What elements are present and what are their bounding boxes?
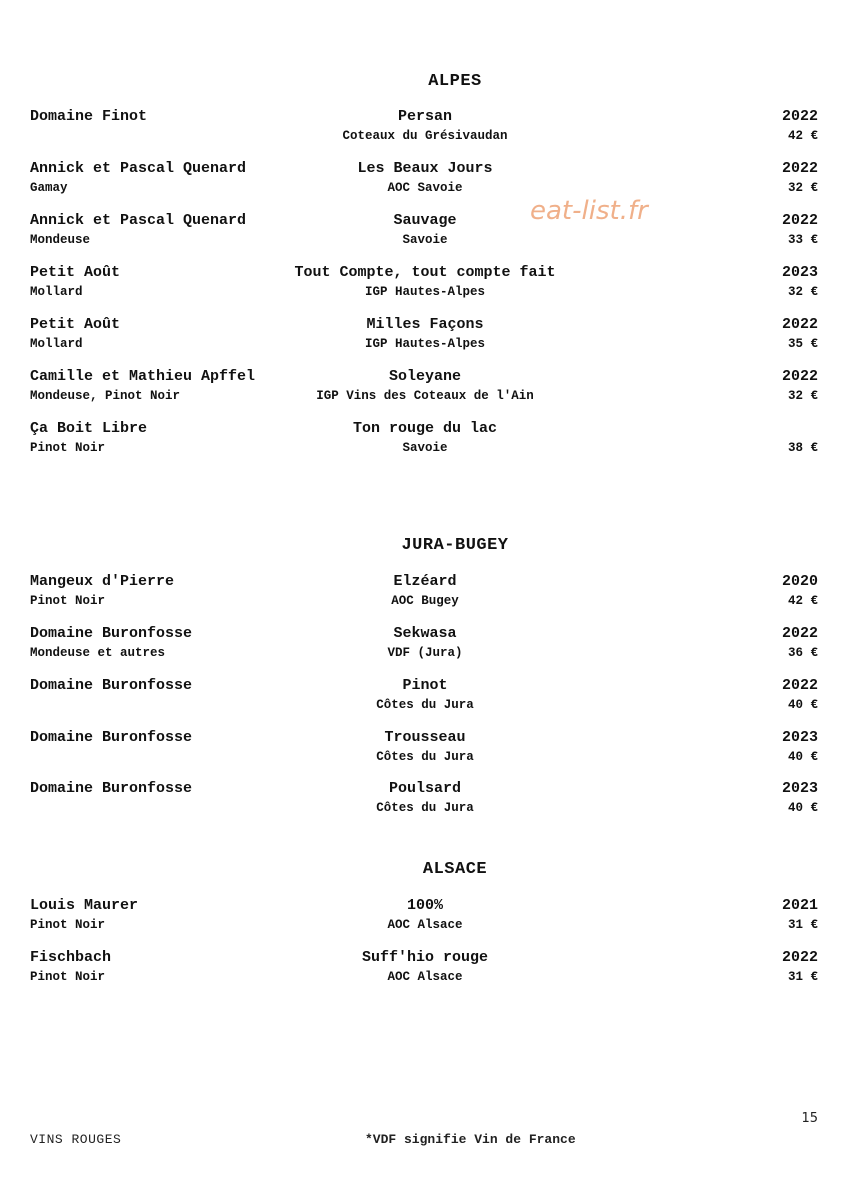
- footer-note: *VDF signifie Vin de France: [365, 1132, 576, 1147]
- producer-name: Petit Août: [30, 316, 121, 333]
- watermark: eat-list.fr: [530, 196, 648, 226]
- grape-variety: Gamay: [30, 181, 68, 195]
- grape-variety: Pinot Noir: [30, 970, 106, 984]
- wine-entry: [30, 897, 818, 937]
- vintage: 2022: [781, 677, 818, 694]
- price: 31 €: [787, 970, 818, 984]
- vintage: 2022: [781, 949, 818, 966]
- vintage: 2022: [781, 212, 818, 229]
- wine-name: Trousseau: [384, 729, 466, 746]
- grape-variety: Pinot Noir: [30, 594, 106, 608]
- vintage: 2022: [781, 316, 818, 333]
- appellation: Savoie: [402, 441, 448, 455]
- wine-entry: [30, 212, 818, 252]
- wine-entry: [30, 160, 818, 200]
- wine-entry: [30, 729, 818, 769]
- wine-entry: [30, 264, 818, 304]
- wine-name: Milles Façons: [366, 316, 484, 333]
- wine-entry: [30, 420, 818, 460]
- appellation: Côtes du Jura: [376, 698, 474, 712]
- appellation: Coteaux du Grésivaudan: [342, 129, 508, 143]
- wine-name: Suff'hio rouge: [361, 949, 489, 966]
- section-title: ALPES: [428, 72, 482, 91]
- wine-entry: [30, 677, 818, 717]
- producer-name: Annick et Pascal Quenard: [30, 160, 247, 177]
- producer-name: Petit Août: [30, 264, 121, 281]
- vintage: 2023: [781, 780, 818, 797]
- producer-name: Domaine Finot: [30, 108, 148, 125]
- wine-name: Poulsard: [388, 780, 461, 797]
- producer-name: Annick et Pascal Quenard: [30, 212, 247, 229]
- grape-variety: Mollard: [30, 285, 83, 299]
- grape-variety: Mollard: [30, 337, 83, 351]
- vintage: 2023: [781, 729, 818, 746]
- vintage: 2022: [781, 625, 818, 642]
- price: 35 €: [787, 337, 818, 351]
- price: 38 €: [787, 441, 818, 455]
- vintage: 2022: [781, 368, 818, 385]
- appellation: Côtes du Jura: [376, 801, 474, 815]
- section-title: ALSACE: [422, 860, 488, 879]
- price: 36 €: [787, 646, 818, 660]
- appellation: AOC Bugey: [391, 594, 459, 608]
- producer-name: Louis Maurer: [30, 897, 139, 914]
- appellation: Côtes du Jura: [376, 750, 474, 764]
- appellation: VDF (Jura): [387, 646, 463, 660]
- producer-name: Domaine Buronfosse: [30, 729, 193, 746]
- producer-name: Ça Boit Libre: [30, 420, 148, 437]
- producer-name: Fischbach: [30, 949, 112, 966]
- price: 40 €: [787, 801, 818, 815]
- wine-name: Sekwasa: [393, 625, 457, 642]
- wine-name: Tout Compte, tout compte fait: [294, 264, 556, 281]
- wine-entry: [30, 780, 818, 820]
- wine-name: Persan: [397, 108, 452, 125]
- wine-name: 100%: [406, 897, 443, 914]
- price: 31 €: [787, 918, 818, 932]
- producer-name: Domaine Buronfosse: [30, 780, 193, 797]
- wine-entry: [30, 625, 818, 665]
- grape-variety: Pinot Noir: [30, 441, 106, 455]
- producer-name: Domaine Buronfosse: [30, 677, 193, 694]
- vintage: 2023: [781, 264, 818, 281]
- vintage: 2021: [781, 897, 818, 914]
- appellation: IGP Hautes-Alpes: [364, 285, 486, 299]
- wine-name: Sauvage: [393, 212, 457, 229]
- wine-name: Ton rouge du lac: [352, 420, 498, 437]
- appellation: Savoie: [402, 233, 448, 247]
- grape-variety: Mondeuse, Pinot Noir: [30, 389, 181, 403]
- appellation: AOC Alsace: [387, 918, 463, 932]
- wine-entry: [30, 368, 818, 408]
- appellation: AOC Savoie: [387, 181, 463, 195]
- wine-name: Soleyane: [388, 368, 461, 385]
- footer-category: VINS ROUGES: [30, 1132, 122, 1147]
- grape-variety: Mondeuse et autres: [30, 646, 166, 660]
- price: 32 €: [787, 389, 818, 403]
- wine-entry: [30, 949, 818, 989]
- appellation: IGP Vins des Coteaux de l'Ain: [316, 389, 534, 403]
- price: 32 €: [787, 181, 818, 195]
- page-number: 15: [801, 1111, 818, 1126]
- wine-name: Elzéard: [393, 573, 457, 590]
- wine-entry: [30, 573, 818, 613]
- price: 40 €: [787, 750, 818, 764]
- producer-name: Mangeux d'Pierre: [30, 573, 175, 590]
- producer-name: Camille et Mathieu Apffel: [30, 368, 256, 385]
- price: 42 €: [787, 594, 818, 608]
- appellation: IGP Hautes-Alpes: [364, 337, 486, 351]
- wine-name: Pinot: [402, 677, 448, 694]
- vintage: 2022: [781, 160, 818, 177]
- section-title: JURA-BUGEY: [401, 536, 509, 555]
- grape-variety: Pinot Noir: [30, 918, 106, 932]
- vintage: 2020: [781, 573, 818, 590]
- vintage: 2022: [781, 108, 818, 125]
- wine-name: Les Beaux Jours: [357, 160, 493, 177]
- wine-entry: [30, 316, 818, 356]
- grape-variety: Mondeuse: [30, 233, 91, 247]
- price: 42 €: [787, 129, 818, 143]
- price: 40 €: [787, 698, 818, 712]
- appellation: AOC Alsace: [387, 970, 463, 984]
- producer-name: Domaine Buronfosse: [30, 625, 193, 642]
- price: 33 €: [787, 233, 818, 247]
- wine-entry: [30, 108, 818, 148]
- price: 32 €: [787, 285, 818, 299]
